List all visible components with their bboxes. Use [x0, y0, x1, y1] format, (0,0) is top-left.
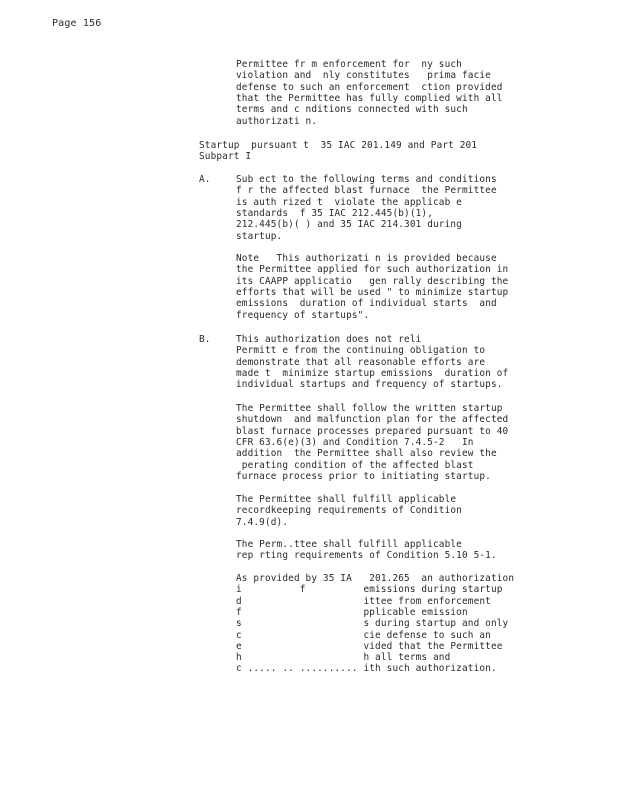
- item-b-paragraph-line: furnace process prior to initiating startup.: [236, 470, 491, 482]
- item-b-paragraph-line: i f emissions during startup: [236, 584, 503, 596]
- item-b-paragraph-line: perating condition of the affected blast: [236, 459, 474, 471]
- item-a-note-line: frequency of startups".: [236, 309, 370, 321]
- intro-paragraph-line: that the Permittee has fully complied with all: [236, 92, 503, 104]
- item-a-note-line: its CAAPP applicatio gen rally describing the: [236, 275, 509, 287]
- item-a-marker: A.: [199, 174, 211, 185]
- item-b-paragraph-line: h h all terms and: [236, 652, 451, 664]
- item-a-note-line: Note This authorizati n is provided because: [236, 253, 497, 264]
- item-a-paragraph-line: startup.: [236, 230, 283, 242]
- intro-paragraph-line: authorizati n.: [236, 115, 318, 127]
- item-b-paragraph-line: This authorization does not reli: [236, 334, 422, 345]
- item-b-paragraph-line: As provided by 35 IA 201.265 an authorization: [236, 573, 515, 584]
- item-b-paragraph-line: blast furnace processes prepared pursuant to 40: [236, 425, 509, 437]
- intro-paragraph-line: Permittee fr m enforcement for ny such: [236, 59, 462, 70]
- item-a-note-line: the Permittee applied for such authorization in: [236, 264, 509, 276]
- item-b-paragraph-line: s s during startup and only: [236, 618, 509, 630]
- item-b-paragraph-line: e vided that the Permittee: [236, 640, 503, 652]
- item-b-paragraph-line: 7.4.9(d).: [236, 516, 289, 528]
- item-b-paragraph-line: CFR 63.6(e)(3) and Condition 7.4.5-2 In: [236, 436, 474, 448]
- intro-paragraph-line: defense to such an enforcement ction provided: [236, 81, 503, 93]
- item-b-paragraph-line: f pplicable emission: [236, 606, 468, 618]
- section-heading-line: Subpart I: [199, 151, 252, 163]
- item-b-paragraph-line: Permitt e from the continuing obligation to: [236, 345, 486, 357]
- item-b-marker: B.: [199, 334, 211, 345]
- item-b-paragraph-line: individual startups and frequency of startups.: [236, 379, 503, 391]
- section-heading-line: Startup pursuant t 35 IAC 201.149 and Part 201: [199, 140, 478, 151]
- item-a-paragraph-line: Sub ect to the following terms and conditions: [236, 174, 497, 185]
- item-b-paragraph-line: addition the Permittee shall also review the: [236, 448, 497, 460]
- item-b-paragraph-line: c ..... .. .......... ith such authorization.: [236, 663, 497, 675]
- item-a-note-line: efforts that will be used " to minimize startup: [236, 286, 509, 298]
- item-b-paragraph-line: The Permittee shall follow the written startup: [236, 403, 503, 414]
- item-a-paragraph-line: f r the affected blast furnace the Permittee: [236, 185, 497, 197]
- intro-paragraph-line: terms and c nditions connected with such: [236, 104, 468, 116]
- item-b-paragraph-line: c cie defense to such an: [236, 629, 491, 641]
- item-b-paragraph-line: demonstrate that all reasonable efforts are: [236, 356, 486, 368]
- item-b-paragraph-line: recordkeeping requirements of Condition: [236, 505, 462, 517]
- item-b-paragraph-line: made t minimize startup emissions duration of: [236, 367, 509, 379]
- item-b-paragraph-line: shutdown and malfunction plan for the affected: [236, 414, 509, 426]
- item-a-paragraph-line: is auth rized t violate the applicab e: [236, 196, 462, 208]
- page-number: Page 156: [52, 18, 102, 29]
- item-a-paragraph-line: 212.445(b)( ) and 35 IAC 214.301 during: [236, 219, 462, 231]
- intro-paragraph-line: violation and nly constitutes prima facie: [236, 70, 491, 82]
- item-b-paragraph-line: The Perm..ttee shall fulfill applicable: [236, 539, 462, 550]
- item-a-note-line: emissions duration of individual starts and: [236, 298, 497, 310]
- item-b-paragraph-line: The Permittee shall fulfill applicable: [236, 494, 457, 505]
- item-b-paragraph-line: rep rting requirements of Condition 5.10 5-1.: [236, 550, 497, 562]
- item-b-paragraph-line: d ittee from enforcement: [236, 595, 491, 607]
- item-a-paragraph-line: standards f 35 IAC 212.445(b)(1),: [236, 207, 434, 219]
